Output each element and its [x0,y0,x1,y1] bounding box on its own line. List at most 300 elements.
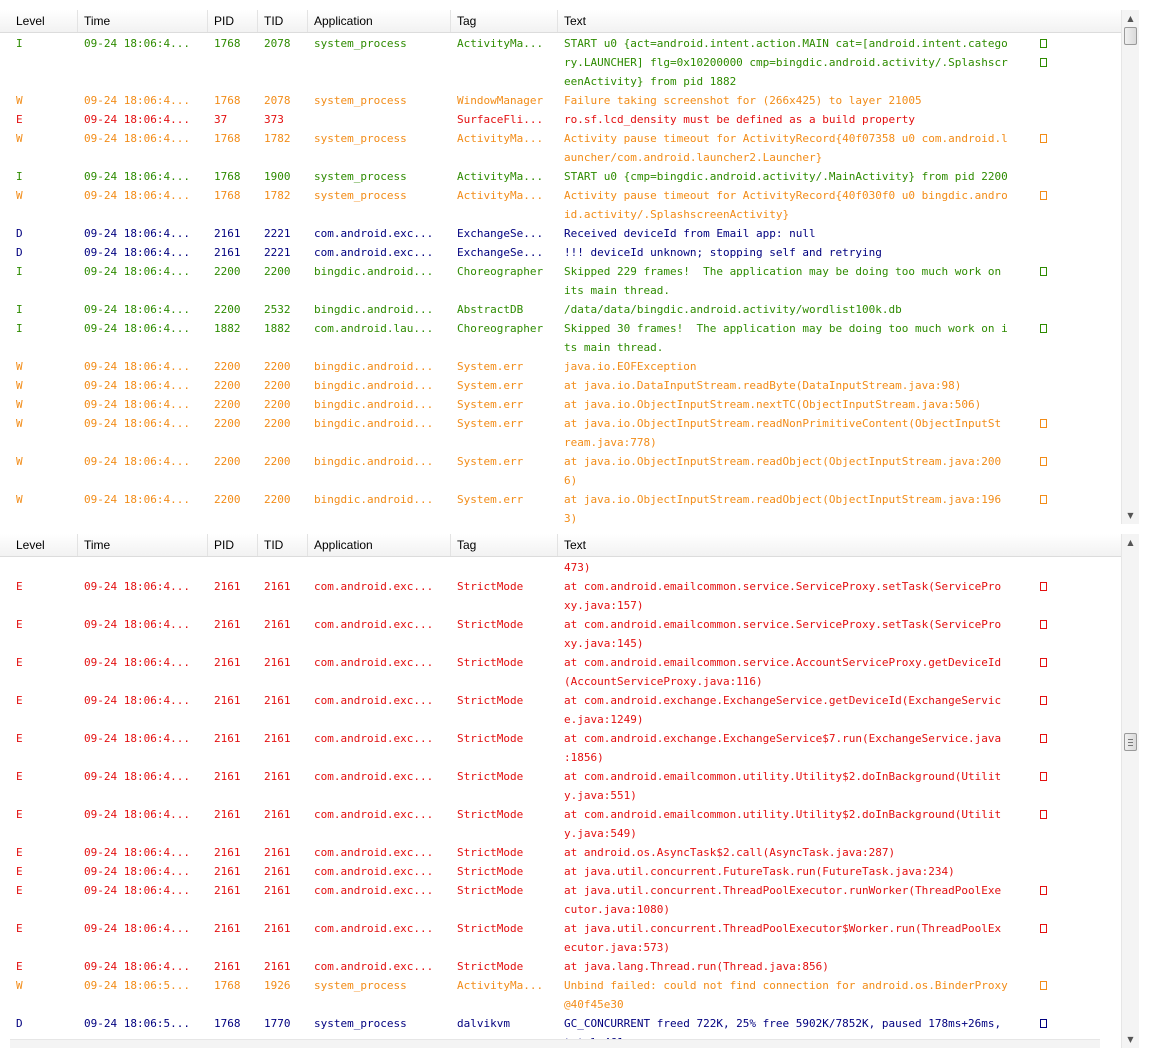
log-text-line: ro.sf.lcd_density must be defined as a build property [564,113,915,126]
log-level: E [16,865,23,878]
log-text-line: its main thread. [564,284,670,297]
log-text-line: at java.util.concurrent.ThreadPoolExecutor.runWorker(ThreadPoolExe [564,884,1002,897]
log-text-line: auncher/com.android.launcher2.Launcher} [564,151,823,164]
log-pid: 2161 [214,227,241,240]
log-time: 09-24 18:06:4... [84,398,190,411]
log-pid: 2161 [214,846,241,859]
log-pid: 2161 [214,694,241,707]
log-text-line: /data/data/bingdic.android.activity/wordlist100k.db [564,303,902,316]
log-level: I [16,265,23,278]
log-row[interactable] [0,615,1121,653]
log-row[interactable] [0,414,1121,452]
column-text[interactable]: Text [564,538,587,552]
log-level: D [16,246,23,259]
log-tag: StrictMode [457,922,524,935]
log-row[interactable] [0,691,1121,729]
log-text-line: Activity pause timeout for ActivityRecord{40f030f0 u0 bingdic.andro [564,189,1008,202]
scroll-thumb[interactable] [1124,27,1137,45]
log-application: bingdic.android... [314,398,434,411]
log-tag: WindowManager [457,94,544,107]
log-time: 09-24 18:06:4... [84,360,190,373]
column-pid[interactable]: PID [208,534,258,556]
line-wrap-icon [1040,495,1047,504]
line-wrap-icon [1040,981,1047,990]
column-header [0,10,1121,33]
log-application: bingdic.android... [314,360,434,373]
log-tid: 1926 [264,979,291,992]
column-text[interactable]: Text [564,14,587,28]
log-pid: 1882 [214,322,241,335]
scroll-down-icon[interactable]: ▼ [1127,511,1134,520]
log-text-line: (AccountServiceProxy.java:116) [564,675,763,688]
log-row[interactable] [0,976,1121,1014]
log-level: W [16,979,23,992]
line-wrap-icon [1040,924,1047,933]
log-pid: 2161 [214,770,241,783]
log-pid: 2161 [214,732,241,745]
log-tag: ExchangeSe... [457,246,544,259]
log-tid: 2078 [264,37,291,50]
log-row[interactable] [0,91,1121,110]
log-tag: dalvikvm [457,1017,510,1030]
log-text-line: at com.android.emailcommon.utility.Utility$2.doInBackground(Utilit [564,808,1002,821]
column-level[interactable]: Level [10,10,78,32]
log-tag: System.err [457,455,524,468]
column-header [0,534,1121,557]
log-application: system_process [314,132,407,145]
log-level: W [16,398,23,411]
log-tid: 2161 [264,960,291,973]
log-pid: 1768 [214,1017,241,1030]
column-application[interactable]: Application [308,10,451,32]
log-tid: 2161 [264,865,291,878]
log-row[interactable] [0,843,1121,862]
log-time: 09-24 18:06:4... [84,227,190,240]
logcat-pane-top [0,10,1149,524]
logcat-pane-bottom [0,534,1149,1048]
log-time: 09-24 18:06:4... [84,732,190,745]
log-application: system_process [314,37,407,50]
log-tid: 2221 [264,227,291,240]
log-pid: 1768 [214,170,241,183]
scroll-down-icon[interactable]: ▼ [1127,1035,1134,1044]
log-time: 09-24 18:06:4... [84,322,190,335]
log-application: com.android.exc... [314,618,434,631]
log-application: com.android.exc... [314,884,434,897]
line-wrap-icon [1040,1019,1047,1028]
log-row[interactable] [0,110,1121,129]
column-application[interactable]: Application [308,534,451,556]
line-wrap-icon [1040,886,1047,895]
log-time: 09-24 18:06:4... [84,846,190,859]
log-tag: ActivityMa... [457,189,544,202]
log-row[interactable] [0,262,1121,300]
log-time: 09-24 18:06:5... [84,979,190,992]
log-row[interactable] [0,34,1121,91]
log-time: 09-24 18:06:4... [84,189,190,202]
line-wrap-icon [1040,457,1047,466]
log-row[interactable] [0,319,1121,357]
column-level[interactable]: Level [10,534,78,556]
line-wrap-icon [1040,810,1047,819]
log-time: 09-24 18:06:4... [84,656,190,669]
line-wrap-icon [1040,696,1047,705]
log-text-line: e.java:1249) [564,713,644,726]
log-row[interactable] [0,129,1121,167]
log-pid: 2200 [214,265,241,278]
log-tid: 2161 [264,770,291,783]
log-tid: 2161 [264,846,291,859]
log-tid: 2200 [264,360,291,373]
log-tid: 2161 [264,656,291,669]
log-application: com.android.exc... [314,922,434,935]
log-pid: 2161 [214,580,241,593]
log-tag: StrictMode [457,580,524,593]
log-text-line: @40f45e30 [564,998,624,1011]
log-application: com.android.exc... [314,246,434,259]
log-tag: System.err [457,493,524,506]
log-time: 09-24 18:06:4... [84,455,190,468]
log-row[interactable] [0,729,1121,767]
line-wrap-icon [1040,419,1047,428]
log-time: 09-24 18:06:4... [84,960,190,973]
log-application: bingdic.android... [314,417,434,430]
log-application: system_process [314,189,407,202]
log-tag: StrictMode [457,694,524,707]
log-text-line: Activity pause timeout for ActivityRecord{40f07358 u0 com.android.l [564,132,1008,145]
log-pid: 2161 [214,808,241,821]
log-level: E [16,580,23,593]
log-text-line: at com.android.emailcommon.service.ServiceProxy.setTask(ServicePro [564,580,1002,593]
log-level: W [16,417,23,430]
log-text-line: 6) [564,474,578,487]
log-time: 09-24 18:06:4... [84,493,190,506]
log-time: 09-24 18:06:4... [84,379,190,392]
log-row[interactable] [0,577,1121,615]
log-pid: 1768 [214,132,241,145]
log-tag: ActivityMa... [457,132,544,145]
log-tid: 2161 [264,922,291,935]
log-application: com.android.exc... [314,694,434,707]
log-text-line: 473) [564,561,591,574]
log-level: E [16,113,23,126]
log-level: E [16,656,23,669]
column-tid[interactable]: TID [258,10,308,32]
column-pid[interactable]: PID [208,10,258,32]
log-text-line: at com.android.exchange.ExchangeService$7.run(ExchangeService.java [564,732,1008,745]
log-tid: 2532 [264,303,291,316]
log-pid: 2200 [214,379,241,392]
log-application: com.android.exc... [314,808,434,821]
log-text-line: cutor.java:1080) [564,903,670,916]
log-level: D [16,1017,23,1030]
log-level: W [16,455,23,468]
log-tag: StrictMode [457,732,524,745]
log-tid: 2161 [264,694,291,707]
log-application: com.android.exc... [314,227,434,240]
log-text-line: at android.os.AsyncTask$2.call(AsyncTask.java:287) [564,846,896,859]
log-text-line: Unbind failed: could not find connection for android.os.BinderProxy [564,979,1008,992]
line-wrap-icon [1040,191,1047,200]
log-pid: 2161 [214,884,241,897]
log-time: 09-24 18:06:4... [84,417,190,430]
log-text-line: at java.io.ObjectInputStream.readObject(ObjectInputStream.java:200 [564,455,1002,468]
log-row[interactable] [0,862,1121,881]
log-text-line: at java.io.DataInputStream.readByte(DataInputStream.java:98) [564,379,962,392]
line-wrap-icon [1040,324,1047,333]
log-level: W [16,379,23,392]
column-tag[interactable]: Tag [451,10,558,32]
log-level: D [16,227,23,240]
log-tag: System.err [457,379,524,392]
log-text-line: y.java:551) [564,789,637,802]
log-text-line: START u0 {act=android.intent.action.MAIN cat=[android.intent.catego [564,37,1008,50]
log-tag: StrictMode [457,884,524,897]
log-level: I [16,303,23,316]
log-row[interactable] [0,186,1121,224]
log-level: E [16,770,23,783]
log-tid: 1900 [264,170,291,183]
log-tid: 2221 [264,246,291,259]
log-text-line: ream.java:778) [564,436,657,449]
column-tag[interactable]: Tag [451,534,558,556]
log-text-line: at com.android.emailcommon.utility.Utility$2.doInBackground(Utilit [564,770,1002,783]
log-rows [0,558,1121,1038]
log-level: W [16,493,23,506]
log-level: W [16,189,23,202]
column-time[interactable]: Time [78,10,208,32]
log-tid: 2161 [264,808,291,821]
log-time: 09-24 18:06:4... [84,618,190,631]
log-pid: 2200 [214,417,241,430]
line-wrap-icon [1040,39,1047,48]
log-time: 09-24 18:06:4... [84,865,190,878]
log-time: 09-24 18:06:5... [84,1017,190,1030]
log-application: bingdic.android... [314,493,434,506]
log-text-line: java.io.EOFException [564,360,697,373]
log-application: bingdic.android... [314,303,434,316]
line-wrap-icon [1040,620,1047,629]
log-application: system_process [314,1017,407,1030]
line-wrap-icon [1040,267,1047,276]
log-tid: 2200 [264,379,291,392]
log-text-line: ts main thread. [564,341,664,354]
log-application: system_process [314,94,407,107]
scroll-thumb[interactable] [1124,733,1137,751]
log-level: E [16,960,23,973]
log-tag: Choreographer [457,265,544,278]
log-tid: 2200 [264,265,291,278]
log-text-line: Received deviceId from Email app: null [564,227,816,240]
log-tag: System.err [457,398,524,411]
log-text-line: at com.android.emailcommon.service.AccountServiceProxy.getDeviceId [564,656,1008,669]
log-pid: 1768 [214,94,241,107]
log-row[interactable] [0,881,1121,919]
log-tag: ActivityMa... [457,37,544,50]
log-text-line: xy.java:145) [564,637,644,650]
log-text-line: at com.android.emailcommon.service.ServiceProxy.setTask(ServicePro [564,618,1002,631]
log-rows [0,34,1121,524]
log-level: W [16,94,23,107]
log-row[interactable] [0,653,1121,691]
log-row[interactable] [0,452,1121,490]
line-wrap-icon [1040,58,1047,67]
log-row[interactable] [0,805,1121,843]
log-tid: 373 [264,113,284,126]
log-text-line: Skipped 229 frames! The application may be doing too much work on [564,265,1008,278]
log-application: com.android.exc... [314,656,434,669]
log-text-line: eenActivity} from pid 1882 [564,75,737,88]
log-tid: 1782 [264,189,291,202]
log-row[interactable] [0,224,1121,243]
log-text-line: Skipped 30 frames! The application may be doing too much work on i [564,322,1008,335]
log-text-line: at java.util.concurrent.FutureTask.run(FutureTask.java:234) [564,865,955,878]
log-tag: System.err [457,360,524,373]
vertical-scrollbar[interactable] [1121,534,1139,1048]
scroll-up-icon[interactable]: ▲ [1127,14,1134,23]
log-time: 09-24 18:06:4... [84,170,190,183]
log-time: 09-24 18:06:4... [84,303,190,316]
log-row[interactable] [0,490,1121,528]
log-tid: 2200 [264,417,291,430]
log-pid: 2161 [214,865,241,878]
log-tid: 1882 [264,322,291,335]
log-application: com.android.exc... [314,770,434,783]
log-row[interactable] [0,558,1121,577]
log-tid: 2161 [264,884,291,897]
log-level: E [16,694,23,707]
log-time: 09-24 18:06:4... [84,265,190,278]
log-pid: 1768 [214,189,241,202]
log-application: com.android.exc... [314,865,434,878]
log-text-line: at java.io.ObjectInputStream.readNonPrimitiveContent(ObjectInputSt [564,417,1002,430]
scroll-up-icon[interactable]: ▲ [1127,538,1134,547]
log-application: com.android.exc... [314,580,434,593]
log-row[interactable] [0,300,1121,319]
log-application: system_process [314,170,407,183]
log-tid: 2078 [264,94,291,107]
log-tid: 2200 [264,455,291,468]
log-text-line: at java.io.ObjectInputStream.readObject(ObjectInputStream.java:196 [564,493,1002,506]
log-time: 09-24 18:06:4... [84,113,190,126]
log-pid: 1768 [214,37,241,50]
log-pid: 2161 [214,656,241,669]
log-tag: ActivityMa... [457,979,544,992]
log-time: 09-24 18:06:4... [84,37,190,50]
log-tag: StrictMode [457,865,524,878]
log-pid: 37 [214,113,228,126]
log-time: 09-24 18:06:4... [84,580,190,593]
log-row[interactable] [0,957,1121,976]
log-tag: AbstractDB [457,303,524,316]
log-time: 09-24 18:06:4... [84,694,190,707]
log-tid: 2161 [264,732,291,745]
log-text-line: ry.LAUNCHER] flg=0x10200000 cmp=bingdic.android.activity/.Splashscr [564,56,1008,69]
log-pid: 2200 [214,398,241,411]
log-text-line: at java.io.ObjectInputStream.nextTC(ObjectInputStream.java:506) [564,398,982,411]
log-tid: 1770 [264,1017,291,1030]
log-text-line: ecutor.java:573) [564,941,670,954]
log-pid: 2200 [214,303,241,316]
log-tid: 1782 [264,132,291,145]
log-text-line: id.activity/.SplashscreenActivity} [564,208,790,221]
log-tag: StrictMode [457,656,524,669]
log-time: 09-24 18:06:4... [84,808,190,821]
log-row[interactable] [0,395,1121,414]
log-text-line: START u0 {cmp=bingdic.android.activity/.MainActivity} from pid 2200 [564,170,1008,183]
log-row[interactable] [0,243,1121,262]
log-application: com.android.lau... [314,322,434,335]
log-tag: ExchangeSe... [457,227,544,240]
log-text-line: xy.java:157) [564,599,644,612]
log-tid: 2200 [264,398,291,411]
log-text-line: y.java:549) [564,827,637,840]
log-row[interactable] [0,167,1121,186]
log-tag: StrictMode [457,846,524,859]
log-pid: 1768 [214,979,241,992]
log-pid: 2161 [214,246,241,259]
log-level: W [16,360,23,373]
log-pid: 2200 [214,493,241,506]
log-row[interactable] [0,767,1121,805]
log-tag: SurfaceFli... [457,113,544,126]
log-application: com.android.exc... [314,846,434,859]
log-tag: Choreographer [457,322,544,335]
log-row[interactable] [0,919,1121,957]
log-application: com.android.exc... [314,960,434,973]
log-time: 09-24 18:06:4... [84,884,190,897]
log-text-line: :1856) [564,751,604,764]
log-tag: StrictMode [457,770,524,783]
log-tag: StrictMode [457,808,524,821]
log-level: W [16,132,23,145]
column-time[interactable]: Time [78,534,208,556]
log-level: I [16,37,23,50]
log-pid: 2200 [214,360,241,373]
log-pid: 2200 [214,455,241,468]
log-level: E [16,808,23,821]
line-wrap-icon [1040,772,1047,781]
line-wrap-icon [1040,582,1047,591]
log-pid: 2161 [214,618,241,631]
log-row[interactable] [0,376,1121,395]
log-text-line: GC_CONCURRENT freed 722K, 25% free 5902K/7852K, paused 178ms+26ms, [564,1017,1008,1030]
vertical-scrollbar[interactable] [1121,10,1139,524]
log-tag: ActivityMa... [457,170,544,183]
line-wrap-icon [1040,734,1047,743]
log-time: 09-24 18:06:4... [84,770,190,783]
log-row[interactable] [0,357,1121,376]
line-wrap-icon [1040,658,1047,667]
log-text-line: Failure taking screenshot for (266x425) to layer 21005 [564,94,922,107]
line-wrap-icon [1040,134,1047,143]
log-tid: 2200 [264,493,291,506]
log-level: E [16,884,23,897]
log-time: 09-24 18:06:4... [84,94,190,107]
log-pid: 2161 [214,960,241,973]
log-tid: 2161 [264,580,291,593]
log-application: com.android.exc... [314,732,434,745]
log-pid: 2161 [214,922,241,935]
column-tid[interactable]: TID [258,534,308,556]
log-time: 09-24 18:06:4... [84,922,190,935]
log-time: 09-24 18:06:4... [84,132,190,145]
horizontal-scrollbar[interactable] [10,1039,1100,1048]
log-level: E [16,618,23,631]
log-text-line: at com.android.exchange.ExchangeService.getDeviceId(ExchangeServic [564,694,1002,707]
log-time: 09-24 18:06:4... [84,246,190,259]
log-text-line: !!! deviceId unknown; stopping self and retrying [564,246,882,259]
